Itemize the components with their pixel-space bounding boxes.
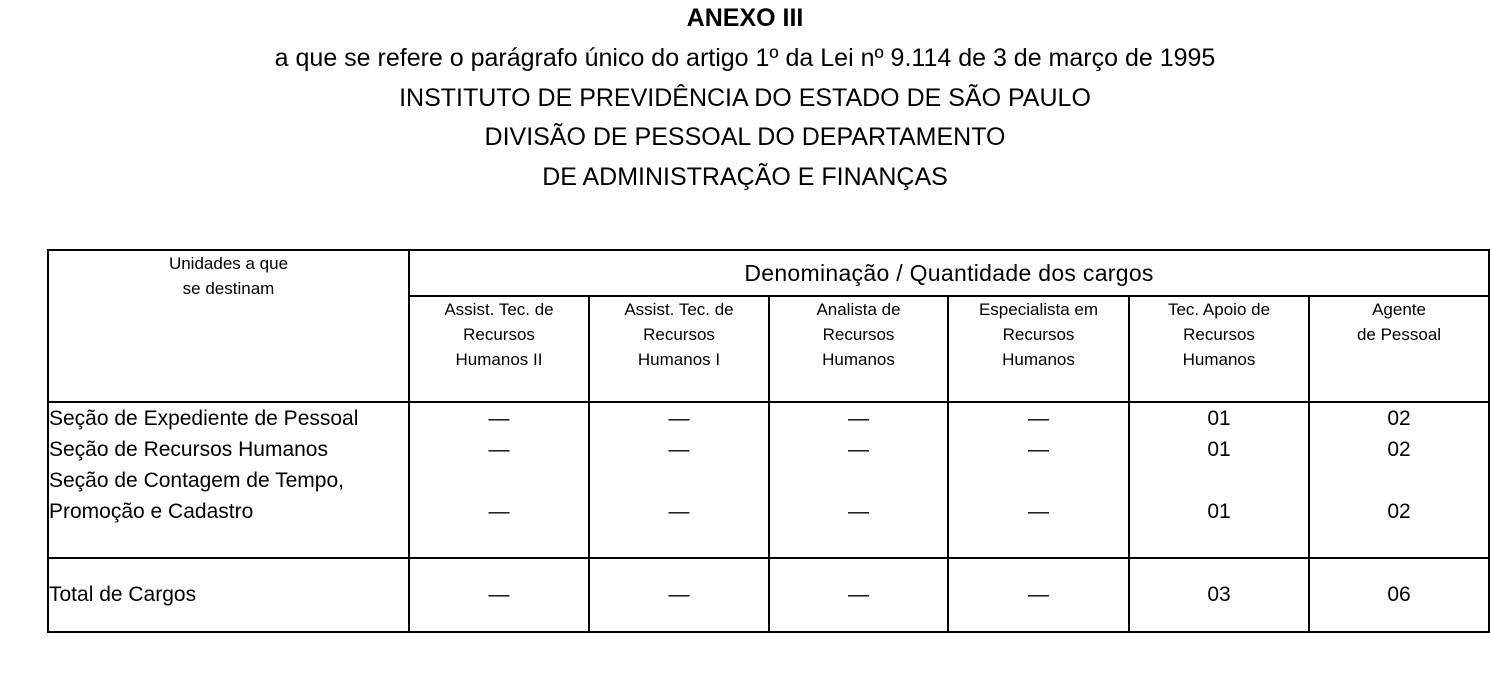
table-cell: — [1028, 407, 1049, 430]
total-cell: — [589, 558, 769, 632]
values-column-analista [769, 402, 948, 558]
table-cell: — [668, 407, 690, 430]
total-cell: — [769, 558, 948, 632]
column-header-especialista: Especialista em Recursos Humanos [948, 296, 1129, 402]
unit-name: Seção de Expediente de Pessoal [49, 407, 359, 430]
values-column-agente-pessoal [1309, 402, 1489, 558]
units-header-line: se destinam [182, 279, 275, 298]
table-cell: — [488, 500, 510, 523]
division-line-2: DE ADMINISTRAÇÃO E FINANÇAS [542, 163, 948, 191]
table-cell: — [848, 407, 869, 430]
unit-names-cell [48, 402, 409, 558]
annex-title: ANEXO III [686, 4, 804, 32]
total-label: Total de Cargos [48, 558, 409, 632]
unit-name: Promoção e Cadastro [49, 500, 254, 523]
table-cell: 01 [1207, 407, 1231, 430]
column-header-assist-tec-i: Assist. Tec. de Recursos Humanos I [589, 296, 769, 402]
table-cell: 01 [1207, 500, 1231, 523]
units-header-line: Unidades a que [168, 254, 289, 273]
column-header-assist-tec-ii: Assist. Tec. de Recursos Humanos II [409, 296, 589, 402]
column-header-tec-apoio: Tec. Apoio de Recursos Humanos [1129, 296, 1309, 402]
total-row [48, 558, 1489, 632]
table-cell: — [488, 438, 510, 461]
table-cell: 02 [1387, 500, 1411, 523]
column-header-agente-pessoal: Agente de Pessoal [1309, 296, 1489, 402]
table-header-row-1 [48, 250, 1489, 296]
institution-name: INSTITUTO DE PREVIDÊNCIA DO ESTADO DE SÃO PAULO [399, 84, 1091, 112]
table-cell: — [668, 438, 690, 461]
division-line-1: DIVISÃO DE PESSOAL DO DEPARTAMENTO [484, 123, 1006, 151]
annex-subtitle: a que se refere o parágrafo único do artigo 1º da Lei nº 9.114 de 3 de março de 1995 [274, 44, 1216, 72]
table-cell: — [668, 500, 690, 523]
table-cell: — [488, 407, 510, 430]
table-cell: 02 [1387, 407, 1411, 430]
values-column-especialista [948, 402, 1129, 558]
values-column-assist-tec-i [589, 402, 769, 558]
table-cell: 02 [1387, 438, 1411, 461]
unit-name: Seção de Contagem de Tempo, [49, 469, 344, 492]
total-cell: 03 [1129, 558, 1309, 632]
units-column-header [48, 250, 409, 402]
values-column-tec-apoio [1129, 402, 1309, 558]
table-cell: — [1028, 438, 1049, 461]
table-cell: 01 [1207, 438, 1231, 461]
total-cell: — [948, 558, 1129, 632]
values-column-assist-tec-ii [409, 402, 589, 558]
table-cell: — [848, 500, 869, 523]
table-cell: — [848, 438, 869, 461]
total-cell: — [409, 558, 589, 632]
table-cell: — [1028, 500, 1049, 523]
column-header-analista: Analista de Recursos Humanos [769, 296, 948, 402]
unit-name: Seção de Recursos Humanos [49, 438, 328, 461]
positions-table [47, 249, 1490, 633]
positions-group-header: Denominação / Quantidade dos cargos [409, 250, 1489, 296]
total-cell: 06 [1309, 558, 1489, 632]
table-row [48, 402, 1489, 558]
